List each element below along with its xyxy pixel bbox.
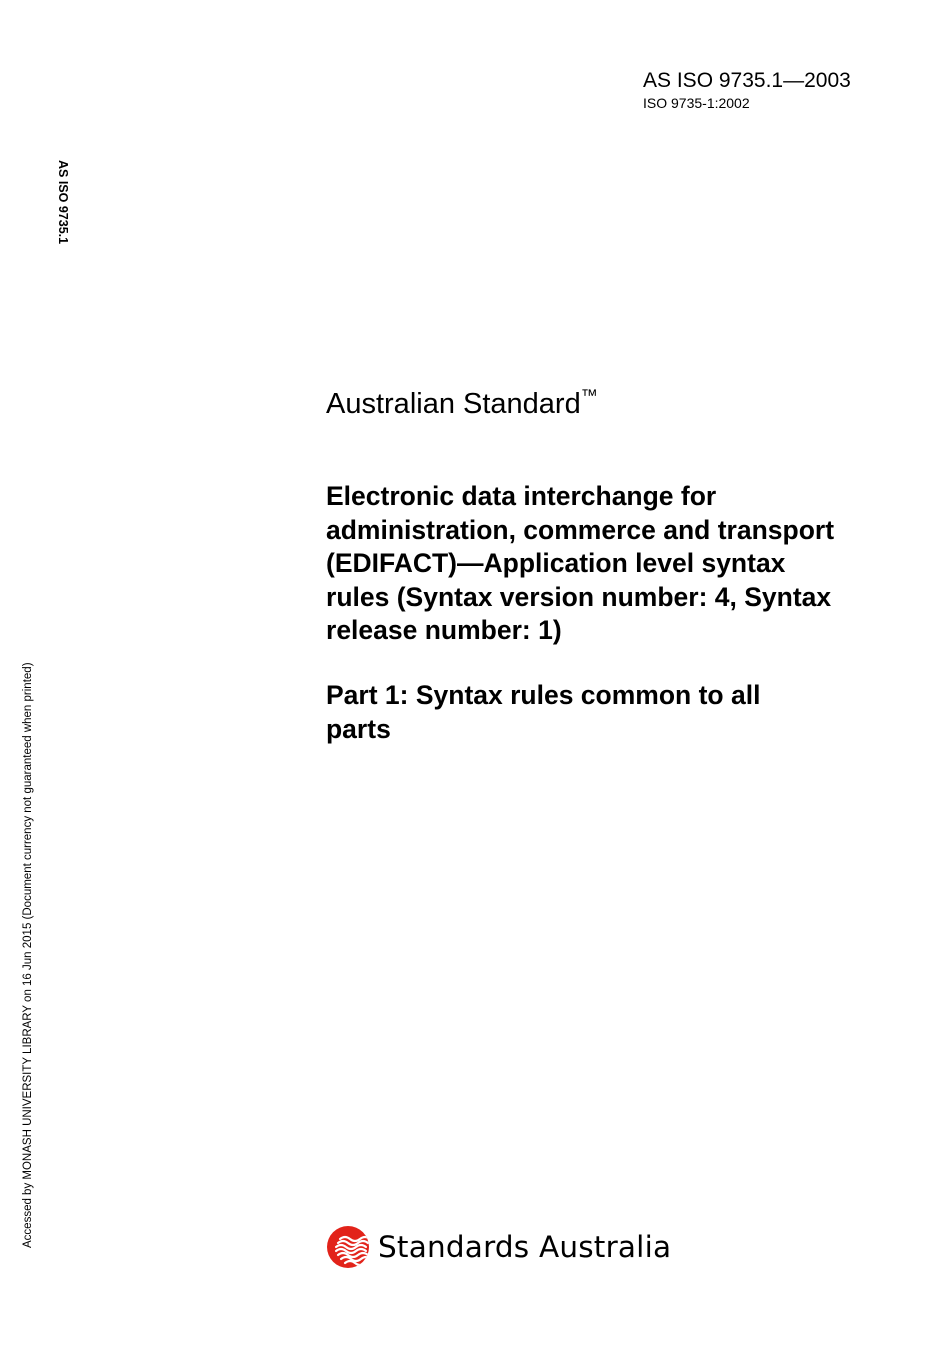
part-title: [326, 679, 846, 746]
iso-number: ISO 9735-1:2002: [643, 95, 750, 111]
trademark-symbol: ™: [580, 386, 598, 405]
standards-australia-emblem-icon: [326, 1225, 370, 1269]
document-title: [326, 480, 906, 648]
title-line: (EDIFACT)—Application level syntax: [326, 548, 786, 578]
standard-number: AS ISO 9735.1—2003: [643, 69, 851, 92]
brand-name: Australian Standard: [326, 388, 581, 420]
part-title-line: parts: [326, 713, 391, 744]
spine-label: [48, 160, 78, 270]
title-line: Electronic data interchange for: [326, 481, 717, 511]
title-line: administration, commerce and transport: [326, 514, 835, 545]
brand-heading: [326, 378, 598, 422]
access-watermark: [20, 600, 40, 1250]
publisher-logo: [326, 1224, 671, 1270]
access-watermark-text: Accessed by MONASH UNIVERSITY LIBRARY on 16 Jun 2015 (Document currency not guaranteed when printed): [22, 662, 34, 1248]
title-line: rules (Syntax version number: 4, Syntax: [326, 581, 832, 612]
title-line: release number: 1): [326, 615, 562, 645]
spine-label-text: AS ISO 9735.1: [56, 160, 70, 245]
part-title-line: Part 1: Syntax rules common to all: [326, 680, 761, 710]
publisher-name: Standards Australia: [378, 1230, 672, 1264]
